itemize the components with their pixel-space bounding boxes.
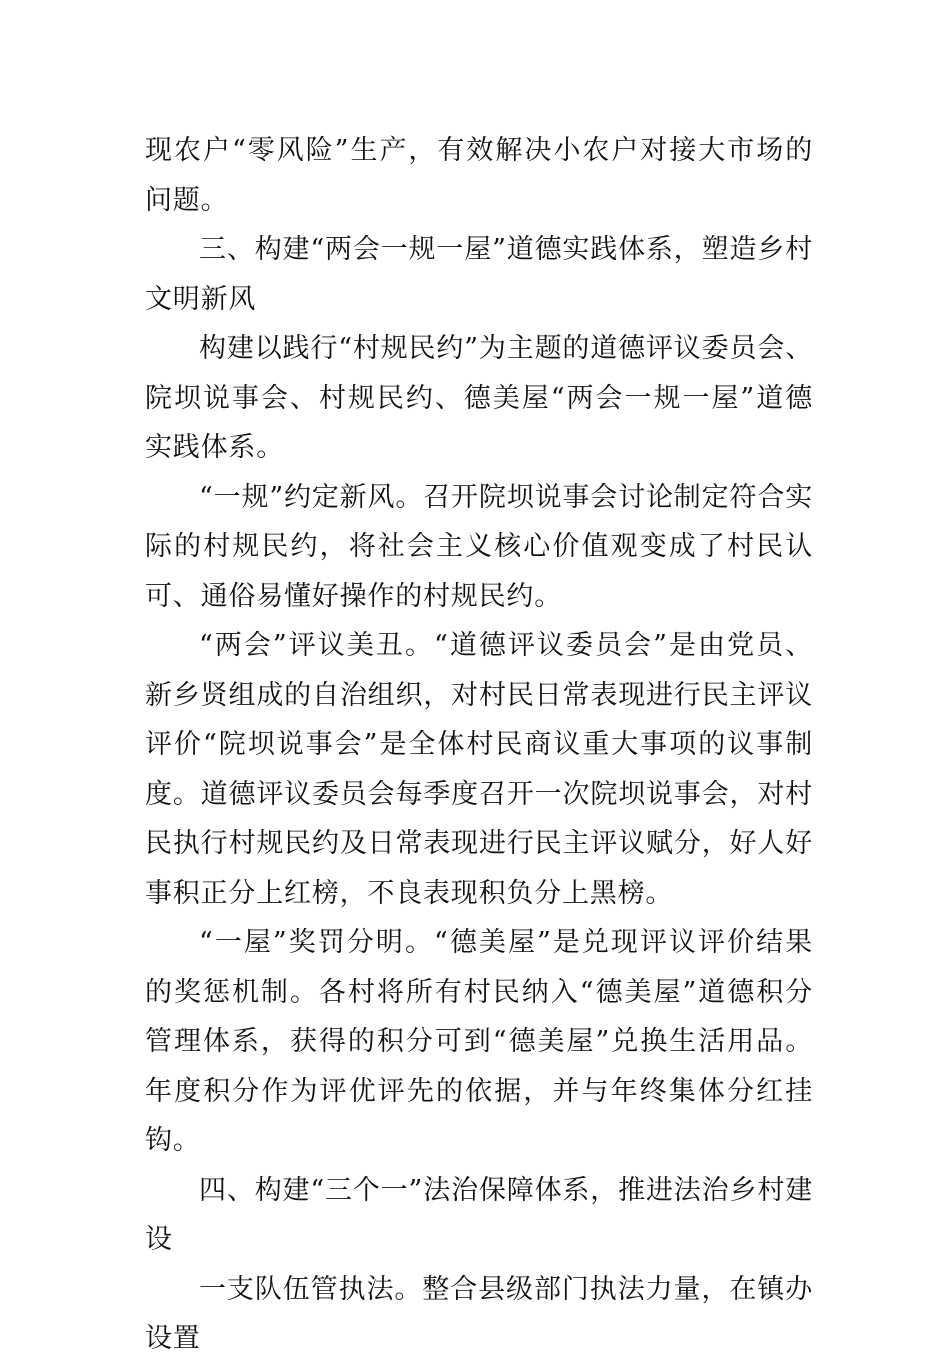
paragraph-law-enforcement: 一支队伍管执法。整合县级部门执法力量，在镇办设置 [145,1273,813,1354]
paragraph-yi-gui: “一规”约定新风。召开院坝说事会讨论制定符合实际的村规民约，将社会主义核心价值观变成了村民认可、通俗易懂好操作的村规民约。 [145,481,813,612]
document-body [145,126,813,1364]
section-heading-four: 四、构建“三个一”法治保障体系，推进法治乡村建设 [145,1174,813,1255]
paragraph-intro: 构建以践行“村规民约”为主题的道德评议委员会、院坝说事会、村规民约、德美屋“两会一规一屋”道德实践体系。 [145,333,813,463]
paragraph-liang-hui: “两会”评议美丑。“道德评议委员会”是由党员、新乡贤组成的自治组织，对村民日常表现进行民主评议评价“院坝说事会”是全体村民商议重大事项的议事制度。道德评议委员会每季度召开一次院坝说事会，对村民执行村规民约及日常表现进行民主评议赋分，好人好事积正分上红榜，不良表现积负分上黑榜。 [145,630,813,909]
paragraph-yi-wu: “一屋”奖罚分明。“德美屋”是兑现评议评价结果的奖惩机制。各村将所有村民纳入“德美屋”道德积分管理体系，获得的积分可到“德美屋”兑换生活用品。年度积分作为评优评先的依据，并与年终集体分红挂钩。 [145,927,813,1156]
section-heading-three: 三、构建“两会一规一屋”道德实践体系，塑造乡村文明新风 [145,234,813,315]
paragraph-continuation: 现农户“零风险”生产，有效解决小农户对接大市场的问题。 [145,135,813,216]
